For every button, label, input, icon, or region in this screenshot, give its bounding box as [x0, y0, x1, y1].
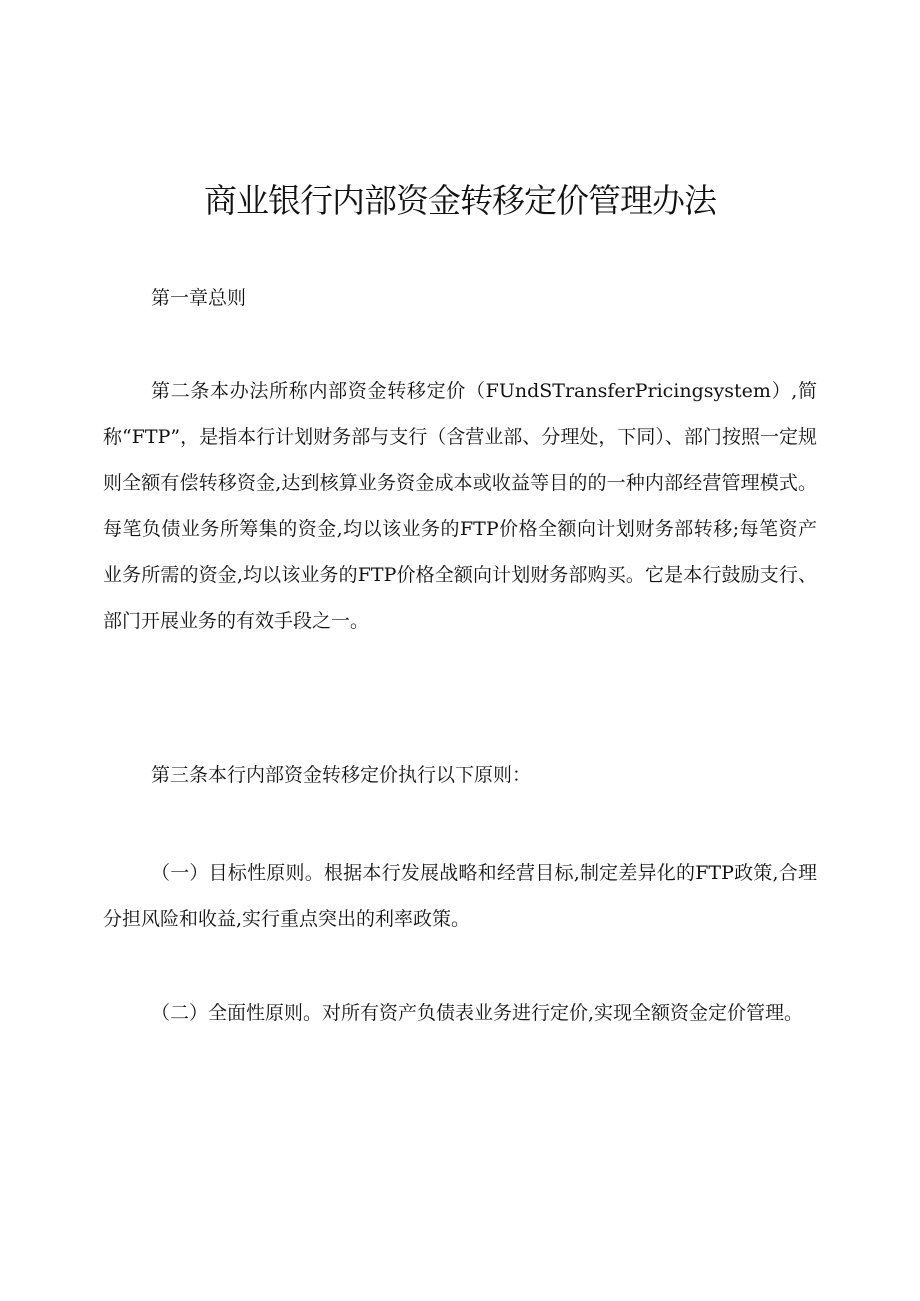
- principle-1-paragraph: （一）目标性原则。根据本行发展战略和经营目标,制定差异化的FTP政策,合理分担风险和收益,实行重点突出的利率政策。: [103, 862, 817, 930]
- article-2-paragraph: 第二条本办法所称内部资金转移定价（FUndSTransferPricingsystem）,简称“FTP”，是指本行计划财务部与支行（含营业部、分理处，下同）、部门按照一定规则全额有偿转移资金,达到核算业务资金成本或收益等目的的一种内部经营管理模式。每笔负债业务所筹集的资金,均以该业务的FTP价格全额向计划财务部转移;每笔资产业务所需的资金,均以该业务的FTP价格全额向计划财务部购买。它是本行鼓励支行、部门开展业务的有效手段之一。: [103, 380, 817, 632]
- article-3-paragraph: 第三条本行内部资金转移定价执行以下原则：: [151, 764, 532, 786]
- principle-2-paragraph: （二）全面性原则。对所有资产负债表业务进行定价,实现全额资金定价管理。: [151, 1002, 804, 1024]
- chapter-heading: 第一章总则: [151, 287, 247, 309]
- document-title: 商业银行内部资金转移定价管理办法: [204, 181, 716, 220]
